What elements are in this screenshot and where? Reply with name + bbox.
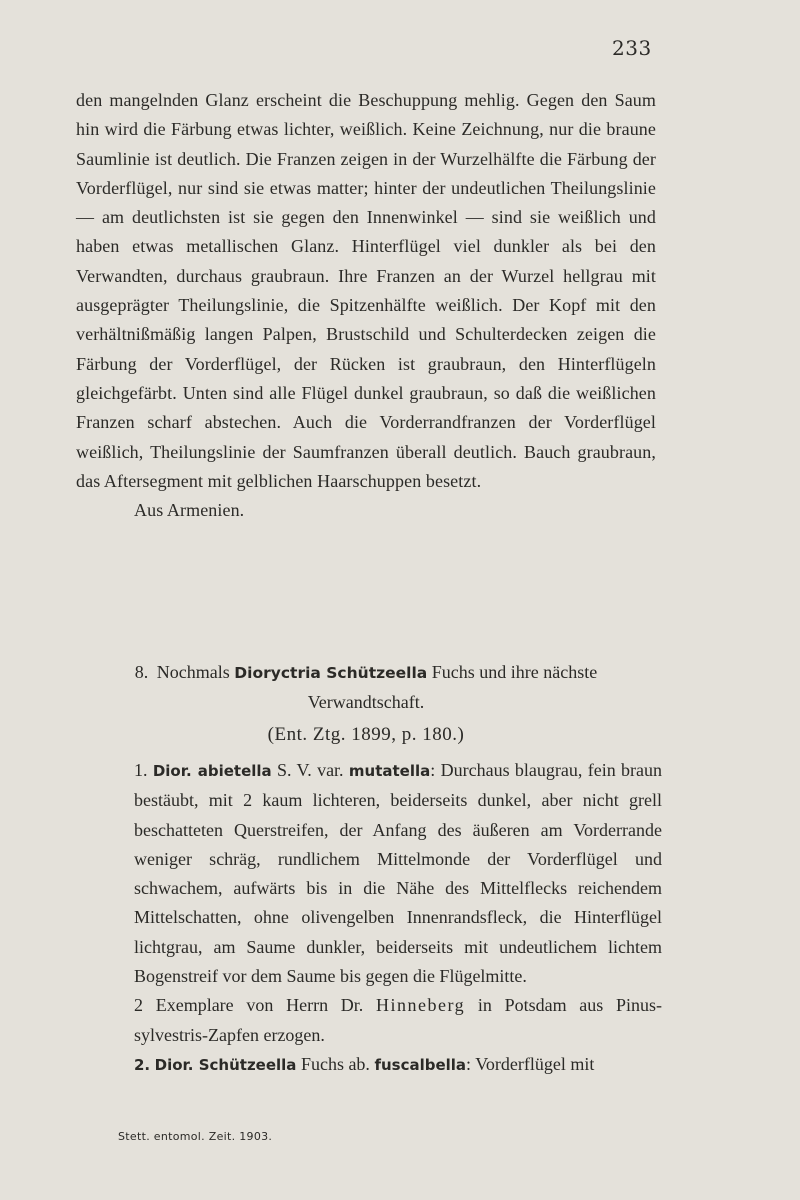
page-number: 233 [612, 36, 652, 60]
entries-block [82, 756, 662, 1080]
entry-1-genus: Dior. abietella [152, 762, 272, 780]
section-prefix: Nochmals [156, 662, 230, 682]
entry-1-number: 1. [134, 760, 148, 780]
collector-name: Hinneberg [376, 995, 466, 1016]
entry-1-text: : Durchaus blaugrau, fein braun bestäubt, mit 2 kaum lichteren, beiderseits dunkel, aber nicht grell beschatteten Querstreifen, der Anfang des äußeren am Vorderrande weniger schräg, rundlichem Mittelmonde der Vorderflügel und schwachem, aufwärts bis in die Nähe des Mittelflecks reichendem Mittelschatten, ohne olivengelben Innenrandsfleck, die Hinterflügel lichtgrau, am Saume dunkler, beiderseits mit undeutlichem lichtem Bogenstreif vor dem Saume bis gegen die Flügelmitte. [134, 760, 663, 987]
entry-2-aberration: fuscalbella [374, 1055, 467, 1074]
page-footer-signature: Stett. entomol. Zeit. 1903. [118, 1130, 273, 1143]
specimens-rest: in Potsdam aus Pinus-sylvestris-Zapfen erzogen. [134, 995, 663, 1045]
entry-2 [82, 1050, 662, 1080]
section-citation: (Ent. Ztg. 1899, p. 180.) [267, 724, 465, 745]
section-species: Dioryctria Schützeella [234, 664, 428, 682]
main-text-block [76, 86, 656, 525]
specimens-note [82, 991, 662, 1050]
entry-1 [82, 756, 662, 991]
entry-2-number: 2. [134, 1055, 151, 1074]
section-suffix: Fuchs und ihre nächste Verwandtschaft. [307, 662, 598, 712]
description-paragraph: den mangelnden Glanz erscheint die Beschuppung mehlig. Gegen den Saum hin wird die Färbung etwas lichter, weißlich. Keine Zeichnung, nur die braune Saumlinie ist deutlich. Die Franzen zeigen in der Wurzelhälfte die Färbung der Vorderflügel, nur sind sie etwas matter; hinter der undeutlichen Theilungslinie — am deutlichsten ist sie gegen den Innenwinkel — sind sie weißlich und haben etwas metallischen Glanz. Hinterflügel viel dunkler als bei den Verwandten, durchaus graubraun. Ihre Franzen an der Wurzel hellgrau mit ausgeprägter Theilungslinie, die Spitzenhälfte weißlich. Der Kopf mit den verhältnißmäßig langen Palpen, Brustschild und Schulterdecken zeigen die Färbung der Vorderflügel, der Rücken ist graubraun, den Hinterflügeln gleichgefärbt. Unten sind alle Flügel dunkel graubraun, so daß die weißlichen Franzen scharf abstechen. Auch die Vorderrandfranzen der Vorderflügel weißlich, Theilungslinie der Saumfranzen überall deutlich. Bauch graubraun, das Aftersegment mit gelblichen Haarschuppen besetzt. [76, 90, 656, 491]
entry-1-variety: mutatella [348, 762, 431, 780]
entry-2-genus: Dior. Schützeella [154, 1055, 297, 1074]
section-heading [76, 658, 656, 717]
specimens-count: 2 Exemplare von Herrn Dr. [134, 995, 364, 1016]
entry-2-text: : Vorderflügel mit [466, 1053, 595, 1074]
origin-line: Aus Armenien. [134, 500, 245, 521]
section-number: 8. [134, 662, 149, 682]
entry-1-authority: S. V. var. [277, 760, 344, 780]
entry-2-authority: Fuchs ab. [300, 1053, 370, 1074]
